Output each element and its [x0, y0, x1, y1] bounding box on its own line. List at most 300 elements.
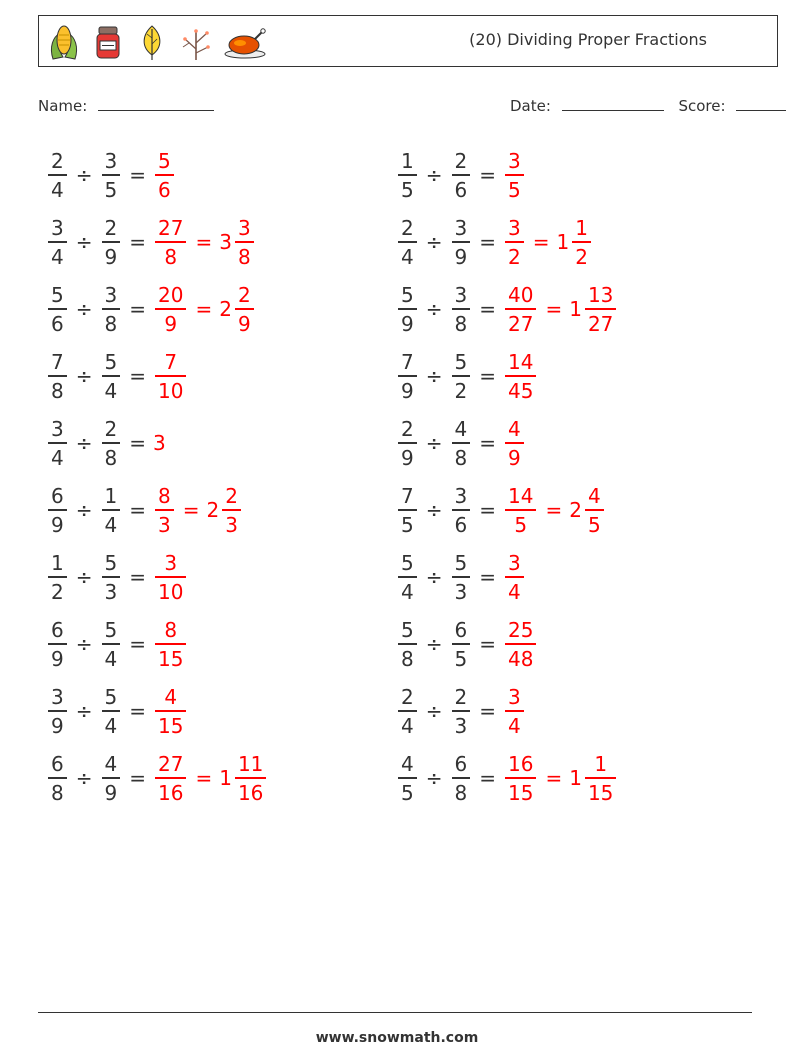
denominator: 5	[514, 512, 528, 537]
equals-sign: =	[479, 297, 496, 321]
answer	[153, 431, 166, 455]
numerator: 14	[508, 483, 534, 508]
worksheet-header	[38, 15, 778, 67]
denominator: 9	[51, 646, 64, 671]
divide-sign: ÷	[75, 163, 93, 187]
mixed-number-whole: 1	[219, 766, 232, 790]
denominator: 5	[454, 646, 468, 671]
mixed-number-fraction	[572, 215, 591, 269]
numerator: 7	[164, 349, 178, 374]
denominator: 9	[508, 445, 521, 470]
numerator: 1	[594, 751, 608, 776]
divisor-fraction	[452, 617, 471, 671]
numerator: 2	[225, 483, 238, 508]
problem-row	[46, 212, 256, 272]
divisor-fraction	[452, 148, 471, 202]
answer	[503, 349, 538, 403]
numerator: 5	[158, 148, 171, 173]
mixed-number-whole: 1	[569, 297, 582, 321]
answer-fraction	[505, 617, 536, 671]
divide-sign: ÷	[425, 766, 443, 790]
numerator: 4	[454, 416, 468, 441]
answer-fraction	[155, 684, 186, 738]
answer	[153, 550, 188, 604]
numerator: 3	[104, 282, 118, 307]
divisor-fraction	[452, 215, 471, 269]
numerator: 5	[401, 282, 414, 307]
answer	[503, 550, 526, 604]
equals-sign: =	[129, 699, 146, 723]
denominator: 4	[51, 177, 64, 202]
problem-row	[396, 547, 526, 607]
problem-row	[396, 212, 593, 272]
numerator: 1	[104, 483, 118, 508]
denominator: 4	[508, 713, 521, 738]
divide-sign: ÷	[425, 632, 443, 656]
answer	[153, 483, 243, 537]
denominator: 8	[454, 311, 468, 336]
dividend-fraction	[48, 617, 67, 671]
divide-sign: ÷	[425, 230, 443, 254]
problem-row	[46, 480, 243, 540]
equals-sign: =	[129, 498, 146, 522]
divisor-fraction	[102, 215, 121, 269]
divisor-fraction	[452, 416, 471, 470]
numerator: 7	[51, 349, 64, 374]
denominator: 4	[508, 579, 521, 604]
denominator: 4	[401, 579, 414, 604]
denominator: 5	[401, 512, 414, 537]
name-line	[98, 94, 214, 111]
numerator: 5	[104, 349, 118, 374]
divide-sign: ÷	[75, 364, 93, 388]
denominator: 9	[401, 378, 414, 403]
equals-sign: =	[479, 498, 496, 522]
numerator: 5	[454, 550, 468, 575]
dividend-fraction	[398, 282, 417, 336]
divide-sign: ÷	[75, 699, 93, 723]
denominator: 3	[454, 579, 468, 604]
denominator: 45	[508, 378, 534, 403]
equals-sign: =	[479, 364, 496, 388]
denominator: 8	[104, 445, 118, 470]
name-field	[38, 94, 214, 115]
equals-sign: =	[129, 297, 146, 321]
answer-fraction	[155, 550, 186, 604]
denominator: 8	[237, 244, 251, 269]
divisor-fraction	[102, 483, 121, 537]
mixed-number-whole: 1	[569, 766, 582, 790]
answer-fraction	[505, 684, 524, 738]
denominator: 6	[158, 177, 171, 202]
mixed-number-whole: 2	[569, 498, 582, 522]
problem-row	[396, 614, 538, 674]
denominator: 4	[401, 713, 414, 738]
denominator: 5	[401, 780, 414, 805]
equals-sign: =	[479, 632, 496, 656]
numerator: 2	[104, 215, 118, 240]
equals-sign: =	[129, 230, 146, 254]
answer-fraction	[155, 617, 186, 671]
denominator: 8	[51, 780, 64, 805]
problem-row	[46, 346, 188, 406]
denominator: 5	[587, 512, 601, 537]
answer-fraction	[505, 416, 524, 470]
answer	[153, 751, 268, 805]
dividend-fraction	[398, 684, 417, 738]
equals-sign: =	[479, 699, 496, 723]
numerator: 3	[164, 550, 178, 575]
denominator: 6	[51, 311, 64, 336]
divide-sign: ÷	[425, 699, 443, 723]
numerator: 2	[454, 684, 468, 709]
numerator: 4	[587, 483, 601, 508]
mixed-number-fraction	[585, 751, 616, 805]
footer-divider	[38, 1012, 752, 1013]
mixed-number-fraction	[235, 282, 254, 336]
score-line	[736, 94, 786, 111]
equals-sign: =	[129, 364, 146, 388]
denominator: 9	[104, 780, 118, 805]
answer	[503, 215, 593, 269]
denominator: 9	[401, 445, 414, 470]
divisor-fraction	[452, 282, 471, 336]
numerator: 1	[401, 148, 414, 173]
worksheet-title: (20) Dividing Proper Fractions	[469, 30, 707, 49]
denominator: 4	[51, 244, 64, 269]
mixed-number-fraction	[235, 751, 266, 805]
answer	[503, 148, 526, 202]
numerator: 2	[51, 148, 64, 173]
answer-equals-sign: =	[195, 766, 213, 790]
dividend-fraction	[48, 483, 67, 537]
answer-fraction	[155, 349, 186, 403]
dividend-fraction	[48, 684, 67, 738]
numerator: 8	[164, 617, 178, 642]
name-label: Name:	[38, 97, 88, 115]
answer-fraction	[155, 483, 174, 537]
answer-fraction	[155, 148, 174, 202]
answer	[153, 617, 188, 671]
footer-website: www.snowmath.com	[315, 1030, 479, 1046]
mixed-number-fraction	[222, 483, 241, 537]
numerator: 5	[454, 349, 468, 374]
answer-fraction	[505, 148, 524, 202]
answer	[503, 416, 526, 470]
dividend-fraction	[48, 550, 67, 604]
problem-row	[396, 145, 526, 205]
denominator: 2	[508, 244, 521, 269]
dividend-fraction	[398, 416, 417, 470]
equals-sign: =	[479, 230, 496, 254]
divide-sign: ÷	[425, 498, 443, 522]
answer-fraction	[155, 751, 186, 805]
answer	[153, 684, 188, 738]
header-icons	[47, 22, 267, 62]
mixed-number-whole: 2	[206, 498, 220, 522]
numerator: 14	[508, 349, 534, 374]
numerator: 2	[237, 282, 251, 307]
numerator: 25	[508, 617, 534, 642]
numerator: 3	[508, 148, 521, 173]
numerator: 5	[104, 684, 118, 709]
numerator: 2	[454, 148, 468, 173]
numerator: 6	[51, 751, 64, 776]
answer	[503, 617, 538, 671]
divisor-fraction	[102, 148, 121, 202]
denominator: 27	[508, 311, 534, 336]
answer	[153, 282, 256, 336]
numerator: 5	[401, 617, 414, 642]
date-line	[562, 94, 664, 111]
numerator: 2	[104, 416, 118, 441]
divisor-fraction	[452, 684, 471, 738]
answer-equals-sign: =	[545, 498, 563, 522]
answer-fraction	[155, 282, 186, 336]
problem-row	[46, 614, 188, 674]
roast-turkey-icon	[223, 23, 267, 61]
denominator: 4	[104, 646, 118, 671]
dividend-fraction	[48, 148, 67, 202]
answer-fraction	[505, 483, 536, 537]
denominator: 5	[104, 177, 118, 202]
divide-sign: ÷	[75, 297, 93, 321]
denominator: 27	[587, 311, 614, 336]
equals-sign: =	[129, 431, 146, 455]
mixed-number-fraction	[585, 282, 616, 336]
denominator: 16	[158, 780, 184, 805]
denominator: 8	[401, 646, 414, 671]
problem-row	[396, 681, 526, 741]
numerator: 4	[104, 751, 118, 776]
divisor-fraction	[102, 617, 121, 671]
numerator: 3	[508, 550, 521, 575]
answer-whole: 3	[153, 431, 166, 455]
problem-row	[396, 748, 618, 808]
answer-fraction	[505, 349, 536, 403]
dividend-fraction	[398, 215, 417, 269]
mixed-number-fraction	[235, 215, 254, 269]
denominator: 9	[237, 311, 251, 336]
numerator: 8	[158, 483, 171, 508]
denominator: 3	[454, 713, 468, 738]
mixed-number-fraction	[585, 483, 604, 537]
divisor-fraction	[102, 751, 121, 805]
divisor-fraction	[102, 684, 121, 738]
denominator: 15	[508, 780, 534, 805]
dividend-fraction	[48, 349, 67, 403]
numerator: 27	[158, 215, 184, 240]
divisor-fraction	[452, 483, 471, 537]
denominator: 6	[454, 512, 468, 537]
denominator: 8	[104, 311, 118, 336]
numerator: 3	[237, 215, 251, 240]
jam-jar-icon	[91, 23, 125, 61]
equals-sign: =	[479, 766, 496, 790]
answer	[503, 483, 606, 537]
divide-sign: ÷	[75, 766, 93, 790]
numerator: 40	[508, 282, 534, 307]
denominator: 15	[158, 646, 184, 671]
problem-row	[46, 547, 188, 607]
denominator: 10	[158, 378, 184, 403]
denominator: 9	[51, 512, 64, 537]
divisor-fraction	[102, 282, 121, 336]
denominator: 48	[508, 646, 534, 671]
answer-fraction	[505, 215, 524, 269]
date-score-fields	[510, 94, 786, 115]
denominator: 9	[104, 244, 118, 269]
numerator: 6	[51, 483, 64, 508]
numerator: 4	[401, 751, 414, 776]
numerator: 16	[508, 751, 534, 776]
answer-equals-sign: =	[532, 230, 550, 254]
mixed-number-whole: 1	[556, 230, 570, 254]
answer-equals-sign: =	[195, 230, 213, 254]
numerator: 6	[51, 617, 64, 642]
denominator: 3	[158, 512, 171, 537]
answer	[503, 282, 618, 336]
denominator: 6	[454, 177, 468, 202]
divide-sign: ÷	[75, 632, 93, 656]
numerator: 5	[51, 282, 64, 307]
answer-equals-sign: =	[182, 498, 200, 522]
denominator: 5	[401, 177, 414, 202]
numerator: 7	[401, 483, 414, 508]
divide-sign: ÷	[75, 498, 93, 522]
numerator: 1	[51, 550, 64, 575]
numerator: 3	[454, 282, 468, 307]
dividend-fraction	[398, 751, 417, 805]
divide-sign: ÷	[425, 364, 443, 388]
divide-sign: ÷	[425, 431, 443, 455]
denominator: 4	[104, 378, 118, 403]
numerator: 4	[508, 416, 521, 441]
corn-icon	[47, 23, 81, 61]
autumn-leaf-icon	[135, 23, 169, 61]
divide-sign: ÷	[75, 431, 93, 455]
divisor-fraction	[102, 349, 121, 403]
equals-sign: =	[129, 163, 146, 187]
equals-sign: =	[479, 163, 496, 187]
equals-sign: =	[129, 632, 146, 656]
equals-sign: =	[129, 565, 146, 589]
answer-equals-sign: =	[545, 297, 563, 321]
numerator: 3	[454, 483, 468, 508]
equals-sign: =	[479, 431, 496, 455]
denominator: 16	[237, 780, 264, 805]
numerator: 5	[104, 617, 118, 642]
divisor-fraction	[102, 416, 121, 470]
dividend-fraction	[48, 751, 67, 805]
denominator: 4	[104, 512, 118, 537]
answer	[153, 215, 256, 269]
date-label: Date:	[510, 97, 551, 115]
mixed-number-whole: 2	[219, 297, 232, 321]
answer	[153, 349, 188, 403]
answer	[503, 751, 618, 805]
denominator: 9	[454, 244, 468, 269]
equals-sign: =	[479, 565, 496, 589]
answer-fraction	[505, 550, 524, 604]
dividend-fraction	[398, 349, 417, 403]
numerator: 3	[508, 215, 521, 240]
numerator: 2	[401, 684, 414, 709]
denominator: 5	[508, 177, 521, 202]
dividend-fraction	[48, 215, 67, 269]
numerator: 3	[51, 215, 64, 240]
denominator: 9	[401, 311, 414, 336]
divide-sign: ÷	[75, 565, 93, 589]
problem-row	[396, 279, 618, 339]
denominator: 8	[164, 244, 178, 269]
numerator: 2	[401, 215, 414, 240]
denominator: 10	[158, 579, 184, 604]
answer-equals-sign: =	[545, 766, 563, 790]
equals-sign: =	[129, 766, 146, 790]
problem-row	[46, 748, 268, 808]
problem-row	[46, 681, 188, 741]
divisor-fraction	[452, 550, 471, 604]
denominator: 2	[454, 378, 468, 403]
problem-row	[396, 480, 606, 540]
mixed-number-whole: 3	[219, 230, 232, 254]
answer	[153, 148, 176, 202]
denominator: 3	[104, 579, 118, 604]
denominator: 4	[401, 244, 414, 269]
problem-row	[46, 145, 176, 205]
denominator: 15	[158, 713, 184, 738]
problem-row	[46, 413, 166, 473]
denominator: 8	[454, 445, 468, 470]
bare-branch-icon	[179, 23, 213, 61]
denominator: 2	[51, 579, 64, 604]
divisor-fraction	[452, 751, 471, 805]
numerator: 13	[587, 282, 614, 307]
denominator: 9	[164, 311, 178, 336]
dividend-fraction	[398, 550, 417, 604]
denominator: 15	[587, 780, 614, 805]
divide-sign: ÷	[425, 565, 443, 589]
numerator: 3	[51, 416, 64, 441]
numerator: 5	[401, 550, 414, 575]
denominator: 3	[225, 512, 238, 537]
divide-sign: ÷	[425, 297, 443, 321]
numerator: 3	[51, 684, 64, 709]
answer-equals-sign: =	[195, 297, 213, 321]
denominator: 8	[454, 780, 468, 805]
numerator: 27	[158, 751, 184, 776]
problem-row	[46, 279, 256, 339]
dividend-fraction	[398, 148, 417, 202]
denominator: 8	[51, 378, 64, 403]
denominator: 2	[575, 244, 588, 269]
numerator: 6	[454, 617, 468, 642]
score-label: Score:	[678, 97, 726, 115]
numerator: 6	[454, 751, 468, 776]
problem-row	[396, 413, 526, 473]
answer-fraction	[505, 751, 536, 805]
numerator: 3	[454, 215, 468, 240]
divisor-fraction	[102, 550, 121, 604]
numerator: 20	[158, 282, 184, 307]
dividend-fraction	[398, 617, 417, 671]
denominator: 9	[51, 713, 64, 738]
answer-fraction	[505, 282, 536, 336]
divide-sign: ÷	[425, 163, 443, 187]
numerator: 4	[164, 684, 178, 709]
numerator: 3	[104, 148, 118, 173]
